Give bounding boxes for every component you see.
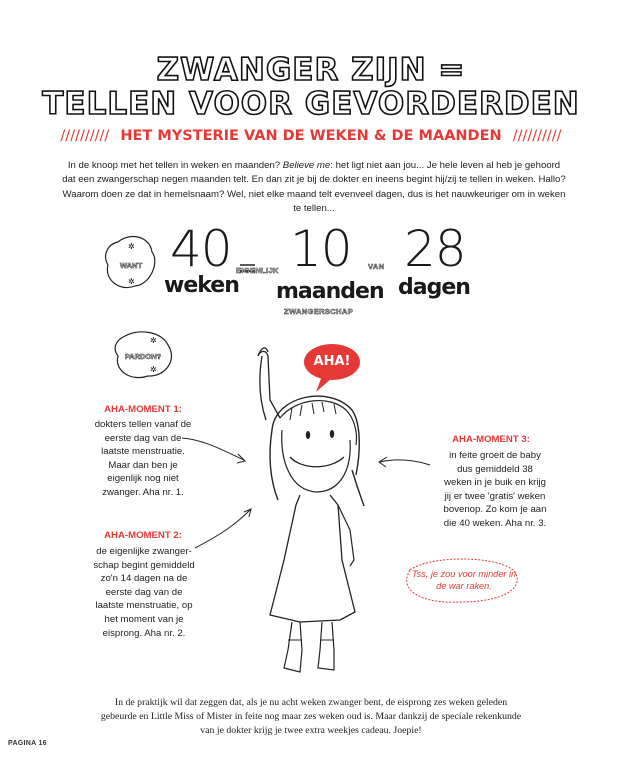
want-label: WANT: [119, 261, 143, 270]
label-van: VAN: [368, 262, 385, 271]
word-maanden: maanden: [276, 279, 384, 304]
note-line: de war raken.: [436, 581, 492, 591]
girl-eye-left: [306, 431, 310, 439]
text-line: eerste dag van de: [104, 432, 182, 444]
number-28: 28: [404, 220, 466, 278]
label-eigenlijk: EIGENLIJK: [236, 266, 279, 275]
text-line: de eigenlijke zwanger-: [96, 546, 192, 557]
aha-bubble-tail: [316, 376, 332, 392]
aha-moment-2-heading: AHA-MOMENT 2:: [104, 530, 182, 541]
aha-moment-1-body: [68, 418, 218, 500]
text-line: eisprong. Aha nr. 2.: [102, 627, 186, 639]
page-title-line-2: TELLEN VOOR GEVORDERDEN: [42, 86, 580, 122]
text-line: die 40 weken. Aha nr. 3.: [443, 517, 547, 529]
girl-legs: [284, 622, 334, 672]
aha-moment-2-body: [64, 545, 224, 640]
number-40: 40: [170, 220, 232, 278]
text-line: in feite groeit de baby: [449, 450, 541, 461]
intro-emphasis: Believe me: [282, 160, 331, 171]
word-dagen: dagen: [398, 275, 470, 300]
text-line: schap begint gemiddeld: [93, 559, 195, 571]
text-line: dus gemiddeld 38: [457, 463, 533, 475]
pardon-label: PARDON?: [124, 352, 162, 361]
girl-arm: [258, 351, 280, 420]
text-line: bovenop. Zo kom je aan: [443, 504, 547, 516]
star-icon: ✲: [128, 277, 135, 286]
star-icon: ✲: [128, 242, 135, 251]
slashes-right: //////////: [512, 128, 562, 144]
label-zwangerschap: ZWANGERSCHAP: [284, 307, 353, 316]
text-line: eigenlijk nog niet: [107, 473, 179, 485]
intro-text-2: : het ligt niet aan jou... Je hele leven al heb je gehoord dat een zwangerschap negen maanden telt. En dan zit je bij de dokter en ineens begint hij/zij te tellen in weken. Hallo? Waarom doen ze dat in hemelsnaam? Wel, niet elke maand telt evenveel dagen, dus is het nauwkeuriger om in weken te tellen...: [62, 160, 566, 215]
slashes-left: //////////: [60, 128, 110, 144]
text-line: laatste menstruatie, op: [95, 600, 193, 612]
aha-label: AHA!: [313, 354, 351, 369]
page-number: PAGINA 16: [8, 740, 47, 747]
star-icon: ✲: [150, 336, 157, 345]
page-title-line-1: ZWANGER ZIJN =: [156, 52, 466, 88]
note-line: Tss, je zou voor minder in: [411, 569, 517, 579]
text-line: Maar dan ben je: [108, 459, 178, 471]
text-line: laatste menstruatie.: [101, 446, 185, 458]
girl-smile: [290, 457, 344, 467]
number-10: 10: [290, 220, 352, 278]
section-title: HET MYSTERIE VAN DE WEKEN & DE MAANDEN: [120, 128, 502, 144]
text-line: weken in je buik en krijg: [444, 477, 546, 489]
text-line: zo'n 14 dagen na de: [100, 573, 188, 585]
text-line: het moment van je: [104, 613, 184, 625]
arrow-2: [195, 510, 250, 548]
aha-moment-3-body: [420, 449, 570, 531]
intro-text-1: In de knoop met het tellen in weken en maanden?: [67, 160, 283, 171]
girl-eye-right: [330, 430, 334, 438]
text-line: dokters tellen vanaf de: [94, 419, 192, 430]
footer-paragraph: In de praktijk wil dat zeggen dat, als je nu acht weken zwanger bent, de eisprong zes weken geleden gebeurde en Little Miss of Mister in feite nog maar zes weken oud is. Maar dankzij de speciale rekenkunde van je dokter krijg je twee extra weekjes cadeau. Joepie!: [100, 697, 522, 736]
star-icon: ✲: [150, 365, 157, 374]
text-line: jij er twee 'gratis' weken: [444, 490, 546, 502]
aha-moment-1-heading: AHA-MOMENT 1:: [104, 404, 182, 415]
side-note: [410, 568, 518, 592]
word-weken: weken: [164, 273, 239, 298]
text-line: zwanger. Aha nr. 1.: [102, 486, 184, 498]
aha-moment-3-heading: AHA-MOMENT 3:: [452, 434, 530, 445]
text-line: eerste dag van de: [105, 586, 183, 598]
